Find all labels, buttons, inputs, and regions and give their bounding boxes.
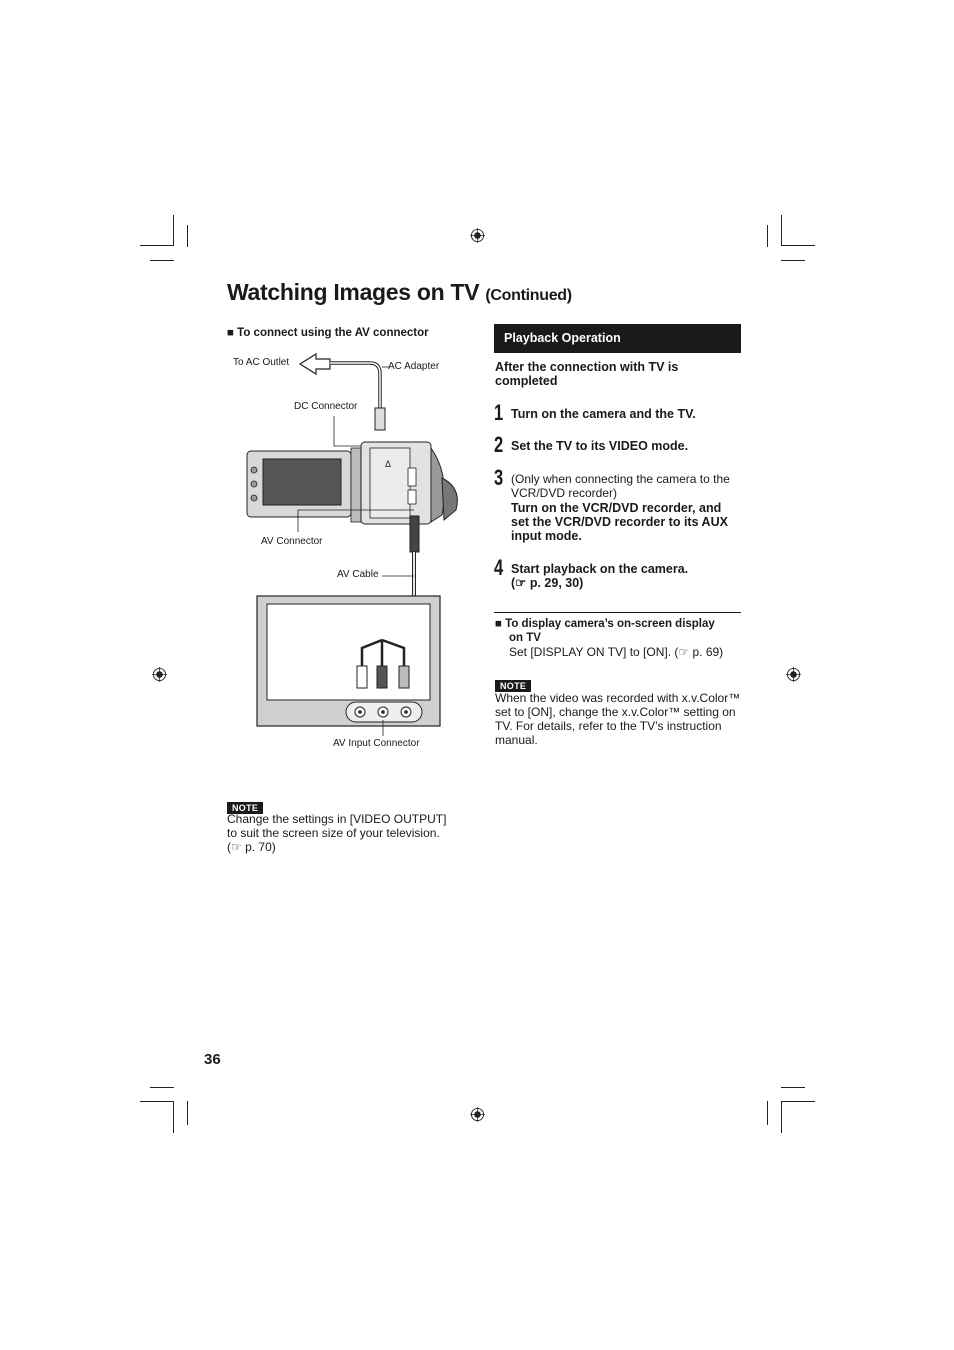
crop-mark [140, 1101, 174, 1102]
crop-mark [781, 260, 805, 261]
note-line: to suit the screen size of your television. [227, 826, 440, 840]
step-line: input mode. [511, 529, 582, 543]
display-heading-line: To display camera’s on-screen display [505, 618, 715, 630]
intro-line: After the connection with TV is [495, 360, 679, 374]
dc-plug [375, 408, 385, 430]
right-note-text [495, 691, 745, 747]
camcorder-illustration [247, 442, 457, 524]
step-line: (☞ p. 29, 30) [511, 576, 584, 590]
step-text [511, 562, 688, 590]
crop-mark [781, 1101, 782, 1133]
label-av-connector: AV Connector [261, 536, 323, 547]
label-ac-adapter: AC Adapter [388, 361, 440, 372]
ac-outlet-arrow-icon [300, 354, 330, 374]
av-plug [410, 516, 419, 552]
step-text [511, 472, 741, 543]
step-text: Turn on the camera and the TV. [511, 407, 696, 421]
label-av-cable: AV Cable [337, 569, 379, 580]
registration-mark-icon [470, 228, 485, 243]
label-av-input-connector: AV Input Connector [333, 738, 420, 749]
registration-mark-icon [470, 1107, 485, 1122]
crop-mark [767, 1101, 768, 1125]
tv-illustration [257, 596, 440, 726]
av-connector-heading [227, 327, 429, 339]
section-divider [494, 612, 741, 613]
note-badge: NOTE [227, 802, 263, 814]
label-to-ac-outlet: To AC Outlet [233, 357, 290, 368]
section-marker: ■ [495, 618, 502, 630]
crop-mark [187, 1101, 188, 1125]
step-pre-line: VCR/DVD recorder) [511, 486, 618, 500]
ac-adapter-cable [330, 363, 380, 408]
crop-mark [781, 215, 782, 245]
rca-plug-yellow [377, 666, 387, 688]
crop-mark [187, 225, 188, 247]
crop-mark [767, 225, 768, 247]
crop-mark [150, 260, 174, 261]
page-title [227, 279, 572, 306]
svg-text:Δ: Δ [385, 459, 392, 469]
note-badge: NOTE [495, 680, 531, 692]
crop-mark [781, 1101, 815, 1102]
step-line: Start playback on the camera. [511, 562, 689, 576]
step-number: 3 [494, 465, 504, 490]
crop-mark [781, 1087, 805, 1088]
crop-mark [781, 245, 815, 246]
label-dc-connector: DC Connector [294, 401, 358, 412]
page-number: 36 [204, 1051, 221, 1068]
step-number: 1 [494, 400, 504, 425]
section-heading-text: To connect using the AV connector [237, 327, 429, 339]
step-number: 4 [494, 555, 504, 580]
step-line: set the VCR/DVD recorder to its AUX [511, 515, 728, 529]
registration-mark-icon [152, 667, 167, 682]
note-line: When the video was recorded with x.v.Color™ [495, 691, 741, 705]
step-pre-line: (Only when connecting the camera to the [511, 472, 730, 486]
connection-diagram [230, 350, 460, 740]
note-line: Change the settings in [VIDEO OUTPUT] [227, 812, 447, 826]
note-line: set to [ON], change the x.v.Color™ setting on [495, 705, 736, 719]
page-title-text: Watching Images on TV [227, 279, 480, 305]
display-heading [495, 617, 715, 645]
display-heading-line: on TV [509, 632, 541, 644]
crop-mark [140, 245, 174, 246]
section-marker: ■ [227, 327, 234, 339]
playback-operation-bar: Playback Operation [494, 324, 741, 353]
registration-mark-icon [786, 667, 801, 682]
rca-plug-white [357, 666, 367, 688]
display-body: Set [DISPLAY ON TV] to [ON]. (☞ p. 69) [509, 645, 724, 659]
crop-mark [173, 215, 174, 245]
intro-line: completed [495, 374, 558, 388]
left-note-text [227, 812, 467, 854]
step-number: 2 [494, 432, 504, 457]
note-line: manual. [495, 733, 538, 747]
step-line: Turn on the VCR/DVD recorder, and [511, 501, 722, 515]
crop-mark [173, 1101, 174, 1133]
rca-plug-red [399, 666, 409, 688]
crop-mark [150, 1087, 174, 1088]
note-line: TV. For details, refer to the TV’s instruction [495, 719, 722, 733]
note-line: (☞ p. 70) [227, 840, 276, 854]
step-text: Set the TV to its VIDEO mode. [511, 439, 689, 453]
intro-text [495, 360, 678, 388]
page-title-suffix: (Continued) [485, 287, 572, 304]
